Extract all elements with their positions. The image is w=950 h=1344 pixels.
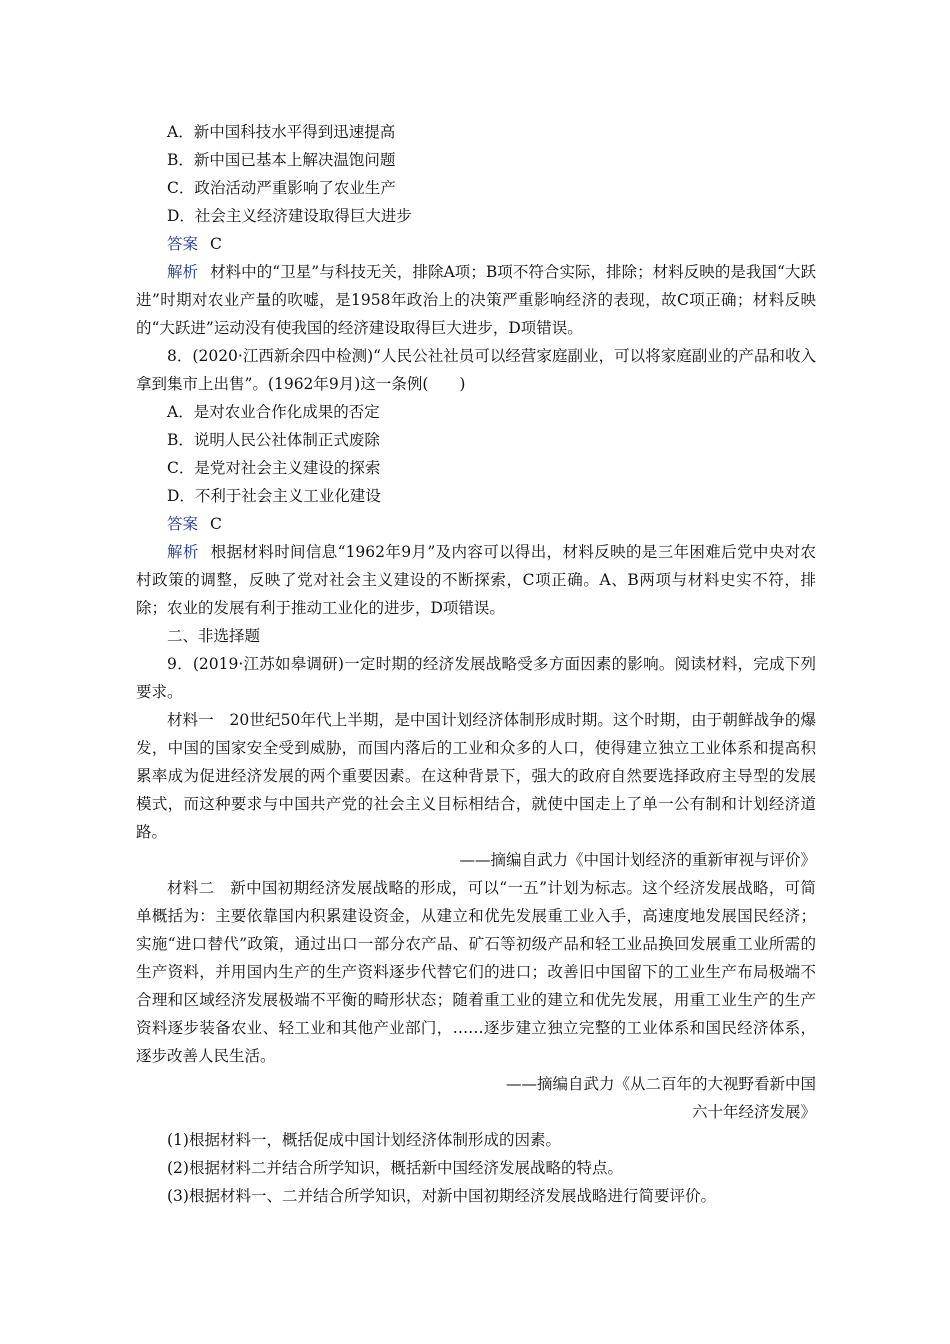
q9-material-2: 材料二 新中国初期经济发展战略的形成，可以“一五”计划为标志。这个经济发展战略，可简单概括为：主要依靠国内积累建设资金，从建立和优先发展重工业入手，高速度地发展国民经济；实施“进口替代”政策，通过出口一部分农产品、矿石等初级产品和轻工业品换回发展重工业所需的生产资料，并用国内生产的生产资料逐步代替它们的进口；改善旧中国留下的工业生产布局极端不合理和区域经济发展极端不平衡的畸形状态；随着重工业的建立和优先发展，用重工业生产的生产资料逐步装备农业、轻工业和其他产业部门，……逐步建立独立完整的工业体系和国民经济体系，逐步改善人民生活。 [136,879,816,1065]
q9-question-1: (1)根据材料一，概括促成中国计划经济体制形成的因素。 [167,1131,561,1149]
q8-answer [136,510,816,538]
q7-option-b: B．新中国已基本上解决温饱问题 [167,151,396,169]
analysis-label: 解析 [167,263,199,281]
q7-option-c: C．政治活动严重影响了农业生产 [167,179,396,197]
q8-option-b: B．说明人民公社体制正式废除 [167,431,380,449]
answer-value: C [210,515,222,533]
answer-label: 答案 [167,515,199,533]
q9-question-3: (3)根据材料一、二并结合所学知识，对新中国初期经济发展战略进行简要评价。 [167,1187,716,1205]
q8-option-c: C．是党对社会主义建设的探索 [167,459,381,477]
q9-source-2-line-1: ——摘编自武力《从二百年的大视野看新中国 [505,1075,816,1093]
q9-question-2: (2)根据材料二并结合所学知识，概括新中国经济发展战略的特点。 [167,1159,623,1177]
q9-source-1: ——摘编自武力《中国计划经济的重新审视与评价》 [459,851,816,869]
q7-option-d: D．社会主义经济建设取得巨大进步 [167,207,412,225]
q7-analysis [136,258,816,342]
answer-label: 答案 [167,235,199,253]
q7-option-a: A．新中国科技水平得到迅速提高 [167,123,396,141]
q7-answer [136,230,816,258]
analysis-text: 材料中的“卫星”与科技无关，排除A项；B项不符合实际，排除；材料反映的是我国“大跃进”时期对农业产量的吹嘘，是1958年政治上的决策严重影响经济的表现，故C项正确；材料反映的“大跃进”运动没有使我国的经济建设取得巨大进步，D项错误。 [136,263,816,337]
q8-stem: 8．(2020·江西新余四中检测)“人民公社社员可以经营家庭副业，可以将家庭副业的产品和收入拿到集市上出售”。(1962年9月)这一条例( ) [136,347,816,393]
document-page [136,118,816,1210]
q8-option-a: A．是对农业合作化成果的否定 [167,403,380,421]
q8-analysis [136,538,816,622]
q9-material-1: 材料一 20世纪50年代上半期，是中国计划经济体制形成时期。这个时期，由于朝鲜战争的爆发，中国的国家安全受到威胁，而国内落后的工业和众多的人口，使得建立独立工业体系和提高积累率成为促进经济发展的两个重要因素。在这种背景下，强大的政府自然要选择政府主导型的发展模式，而这种要求与中国共产党的社会主义目标相结合，就使中国走上了单一公有制和计划经济道路。 [136,711,816,841]
answer-value: C [210,235,222,253]
q9-source-2-line-2: 六十年经济发展》 [691,1103,816,1121]
analysis-label: 解析 [167,543,199,561]
q9-stem: 9．(2019·江苏如皋调研)一定时期的经济发展战略受多方面因素的影响。阅读材料，完成下列要求。 [136,655,816,701]
q8-option-d: D．不利于社会主义工业化建设 [167,487,381,505]
section-title: 二、非选择题 [167,627,261,645]
analysis-text: 根据材料时间信息“1962年9月”及内容可以得出，材料反映的是三年困难后党中央对农村政策的调整，反映了党对社会主义建设的不断探索，C项正确。A、B两项与材料史实不符，排除；农业的发展有利于推动工业化的进步，D项错误。 [136,543,816,617]
